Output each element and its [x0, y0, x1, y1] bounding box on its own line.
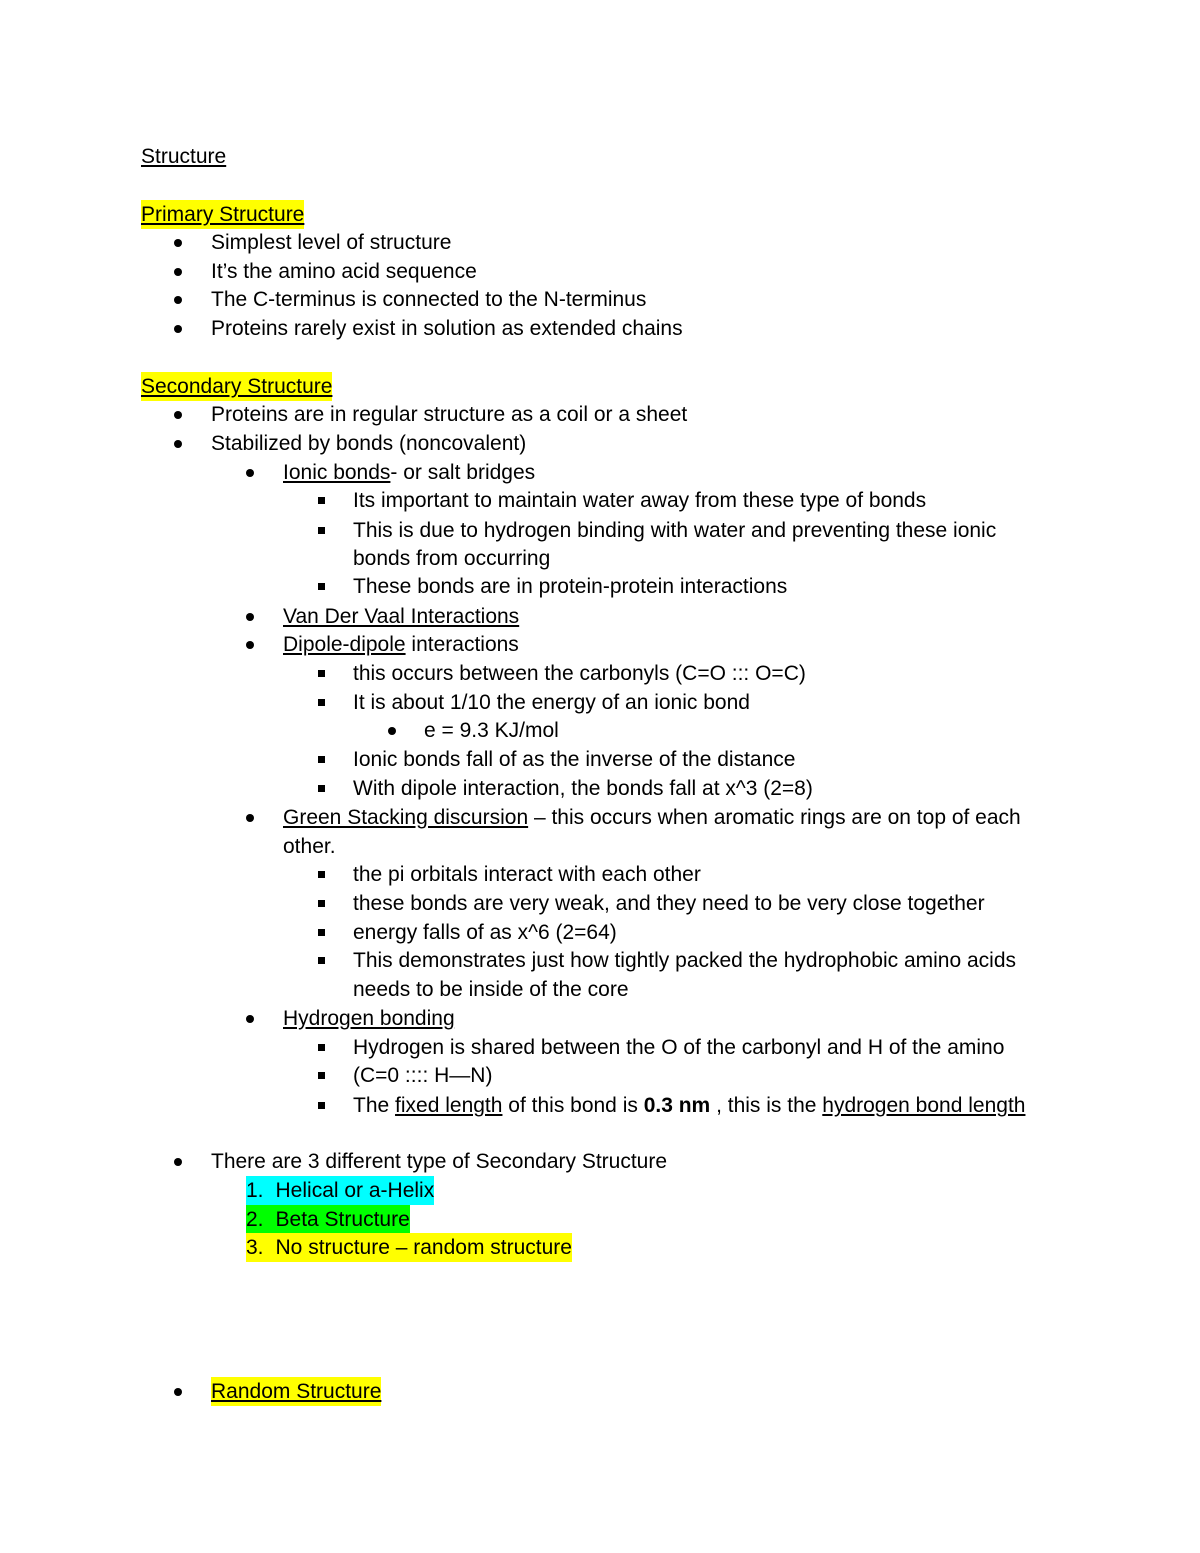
list-item-text: other.	[283, 835, 336, 858]
type-label: No structure – random structure	[275, 1236, 572, 1259]
list-item-text: Proteins are in regular structure as a coil or a sheet	[211, 403, 688, 426]
primary-heading: Primary Structure	[141, 200, 304, 229]
list-item-text: energy falls of as x^6 (2=64)	[353, 921, 617, 944]
list-item-text: This demonstrates just how tightly packed the hydrophobic amino acids	[353, 949, 1017, 972]
bullet-dot-icon	[174, 239, 182, 247]
green-rest: – this occurs when aromatic rings are on top of each	[528, 806, 1021, 829]
list-item-text: With dipole interaction, the bonds fall at x^3 (2=8)	[353, 777, 813, 800]
energy-value: e = 9.3 KJ/mol	[424, 719, 559, 742]
bullet-dot-icon	[174, 325, 182, 333]
bullet-square-icon	[318, 1072, 325, 1079]
list-item-text: these bonds are very weak, and they need to be very close together	[353, 892, 985, 915]
bullet-dot-icon	[174, 1388, 182, 1396]
type-label: Beta Structure	[275, 1208, 410, 1231]
bond-length-value: 0.3 nm	[643, 1094, 711, 1117]
bullet-square-icon	[318, 670, 325, 677]
list-item-text: There are 3 different type of Secondary Structure	[211, 1150, 668, 1173]
list-item-text: These bonds are in protein-protein interactions	[353, 575, 788, 598]
dipole-label: Dipole-dipole	[283, 633, 406, 656]
list-item-text: Stabilized by bonds (noncovalent)	[211, 432, 527, 455]
list-item-text: Simplest level of structure	[211, 231, 452, 254]
list-item-text: It is about 1/10 the energy of an ionic bond	[353, 691, 750, 714]
bullet-dot-icon	[174, 411, 182, 419]
bullet-square-icon	[318, 785, 325, 792]
list-item-text: Ionic bonds fall of as the inverse of the distance	[353, 748, 796, 771]
type-number: 2.	[246, 1208, 264, 1231]
list-item-text: this occurs between the carbonyls (C=O ::: O=C)	[353, 662, 806, 685]
text-part: , this is the	[710, 1094, 823, 1117]
bullet-square-icon	[318, 583, 325, 590]
list-item-text: This is due to hydrogen binding with water and preventing these ionic	[353, 519, 997, 542]
bullet-dot-icon	[388, 727, 396, 735]
list-item-text: bonds from occurring	[353, 547, 551, 570]
bullet-square-icon	[318, 699, 325, 706]
green-label: Green Stacking discursion	[283, 806, 529, 829]
text-part: of this bond is	[502, 1094, 644, 1117]
bullet-square-icon	[318, 957, 325, 964]
list-item-text: It’s the amino acid sequence	[211, 260, 477, 283]
dipole-rest: interactions	[405, 633, 519, 656]
bullet-square-icon	[318, 527, 325, 534]
list-item-text: Its important to maintain water away from these type of bonds	[353, 489, 927, 512]
bullet-dot-icon	[174, 268, 182, 276]
type-number: 3.	[246, 1236, 264, 1259]
list-item-text: needs to be inside of the core	[353, 978, 629, 1001]
type-number: 1.	[246, 1179, 264, 1202]
bullet-dot-icon	[246, 613, 254, 621]
bullet-dot-icon	[174, 1158, 182, 1166]
bullet-square-icon	[318, 756, 325, 763]
list-item-text: Proteins rarely exist in solution as extended chains	[211, 317, 683, 340]
bullet-dot-icon	[174, 296, 182, 304]
vdw-label: Van Der Vaal Interactions	[283, 605, 520, 628]
bullet-square-icon	[318, 1044, 325, 1051]
bullet-square-icon	[318, 871, 325, 878]
bullet-square-icon	[318, 900, 325, 907]
hbond-length-term: hydrogen bond length	[822, 1094, 1026, 1117]
fixed-length-term: fixed length	[395, 1094, 503, 1117]
bullet-dot-icon	[174, 440, 182, 448]
list-item-text: The C-terminus is connected to the N-terminus	[211, 288, 647, 311]
ionic-rest: - or salt bridges	[390, 461, 536, 484]
random-structure-heading: Random Structure	[211, 1377, 381, 1406]
bullet-dot-icon	[246, 469, 254, 477]
bullet-dot-icon	[246, 814, 254, 822]
doc-title: Structure	[141, 145, 227, 168]
bullet-dot-icon	[246, 1015, 254, 1023]
type-label: Helical or a-Helix	[275, 1179, 435, 1202]
bullet-square-icon	[318, 929, 325, 936]
hbond-label: Hydrogen bonding	[283, 1007, 455, 1030]
bullet-square-icon	[318, 1102, 325, 1109]
secondary-heading: Secondary Structure	[141, 372, 332, 401]
bullet-square-icon	[318, 497, 325, 504]
bullet-dot-icon	[246, 641, 254, 649]
list-item-text: Hydrogen is shared between the O of the carbonyl and H of the amino	[353, 1036, 1005, 1059]
text-part: The	[353, 1094, 396, 1117]
list-item-text: the pi orbitals interact with each other	[353, 863, 701, 886]
list-item-text: (C=0 :::: H—N)	[353, 1064, 493, 1087]
ionic-label: Ionic bonds	[283, 461, 391, 484]
